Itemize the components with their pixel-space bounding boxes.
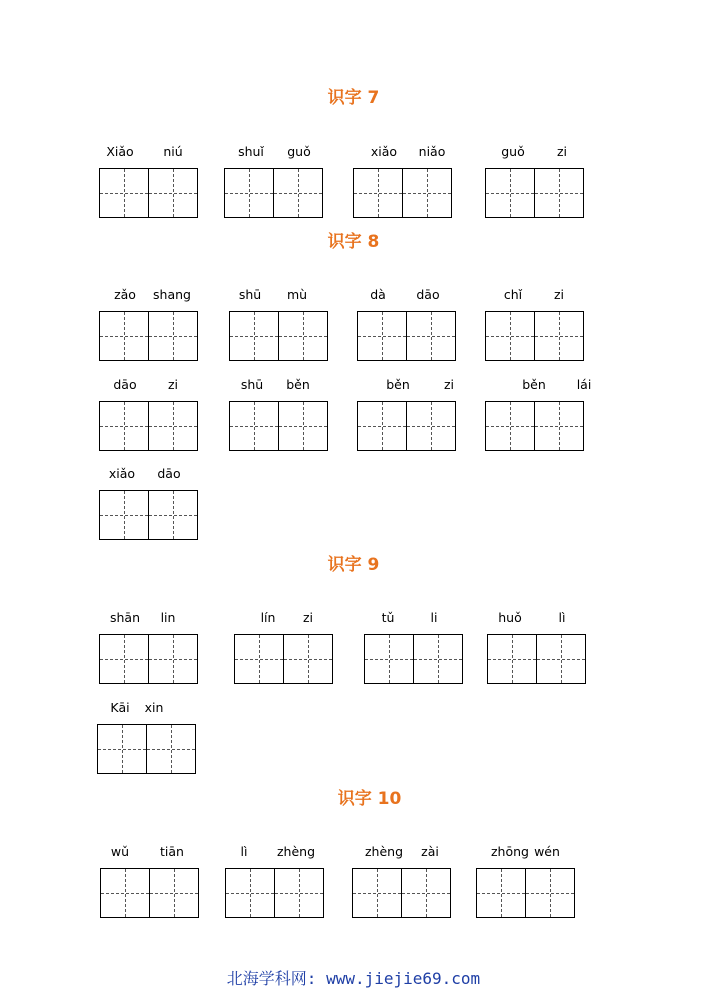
writing-box[interactable] — [278, 311, 328, 361]
writing-box[interactable] — [534, 401, 584, 451]
guide-line-horizontal — [354, 193, 402, 194]
guide-line-horizontal — [407, 336, 455, 337]
guide-line-horizontal — [100, 659, 148, 660]
writing-box[interactable] — [536, 634, 586, 684]
pinyin-syllable: lì — [558, 610, 566, 625]
guide-line-horizontal — [279, 336, 327, 337]
pinyin-syllable: lái — [576, 377, 592, 392]
writing-grid — [364, 634, 464, 684]
pinyin-syllable: dāo — [416, 287, 440, 302]
writing-box[interactable] — [406, 311, 456, 361]
pinyin-syllable: běn — [522, 377, 546, 392]
writing-box[interactable] — [485, 311, 535, 361]
writing-box[interactable] — [148, 634, 198, 684]
writing-box[interactable] — [224, 168, 274, 218]
writing-grid — [485, 168, 585, 218]
writing-box[interactable] — [274, 868, 324, 918]
guide-line-horizontal — [226, 893, 274, 894]
writing-grid — [485, 401, 585, 451]
word-item — [97, 700, 197, 772]
word-item — [224, 144, 324, 216]
word-item — [234, 610, 334, 682]
writing-box[interactable] — [99, 168, 149, 218]
pinyin-syllable: zi — [553, 287, 565, 302]
writing-box[interactable] — [476, 868, 526, 918]
pinyin-syllable: zhèng — [276, 844, 316, 859]
writing-box[interactable] — [525, 868, 575, 918]
writing-grid — [357, 311, 457, 361]
writing-grid — [485, 311, 585, 361]
writing-grid — [352, 868, 452, 918]
guide-line-horizontal — [526, 893, 574, 894]
guide-line-horizontal — [235, 659, 283, 660]
pinyin-syllable: zi — [302, 610, 314, 625]
guide-line-horizontal — [477, 893, 525, 894]
guide-line-horizontal — [150, 893, 198, 894]
writing-grid — [99, 490, 199, 540]
word-item — [485, 287, 585, 359]
word-item — [99, 610, 199, 682]
writing-box[interactable] — [357, 401, 407, 451]
guide-line-horizontal — [147, 749, 195, 750]
guide-line-horizontal — [230, 426, 278, 427]
section-title: 识字 8 — [327, 232, 380, 252]
writing-grid — [225, 868, 325, 918]
writing-box[interactable] — [406, 401, 456, 451]
pinyin-syllable: wǔ — [110, 844, 130, 859]
writing-box[interactable] — [273, 168, 323, 218]
guide-line-horizontal — [100, 336, 148, 337]
guide-line-horizontal — [535, 193, 583, 194]
guide-line-horizontal — [358, 426, 406, 427]
pinyin-syllable: chǐ — [503, 287, 523, 302]
pinyin-syllable: běn — [386, 377, 410, 392]
writing-grid — [476, 868, 576, 918]
pinyin-syllable: lín — [260, 610, 276, 625]
writing-box[interactable] — [99, 634, 149, 684]
pinyin-syllable: shang — [153, 287, 191, 302]
pinyin-syllable: xiǎo — [370, 144, 398, 159]
guide-line-horizontal — [149, 426, 197, 427]
writing-box[interactable] — [534, 168, 584, 218]
guide-line-horizontal — [230, 336, 278, 337]
footer-watermark: 北海学科网: www.jiejie69.com — [226, 969, 481, 988]
guide-line-horizontal — [488, 659, 536, 660]
writing-box[interactable] — [234, 634, 284, 684]
guide-line-horizontal — [98, 749, 146, 750]
word-item — [229, 377, 329, 449]
word-item — [100, 844, 200, 916]
writing-grid — [229, 401, 329, 451]
writing-grid — [99, 168, 199, 218]
writing-box[interactable] — [149, 868, 199, 918]
writing-box[interactable] — [99, 401, 149, 451]
writing-box[interactable] — [402, 168, 452, 218]
section-title: 识字 7 — [327, 88, 380, 108]
writing-box[interactable] — [413, 634, 463, 684]
word-item — [229, 287, 329, 359]
writing-box[interactable] — [283, 634, 333, 684]
writing-grid — [224, 168, 324, 218]
word-item — [476, 844, 576, 916]
pinyin-syllable: dāo — [113, 377, 137, 392]
writing-grid — [229, 311, 329, 361]
writing-grid — [99, 401, 199, 451]
pinyin-syllable: Kāi — [110, 700, 130, 715]
pinyin-syllable: lin — [160, 610, 176, 625]
pinyin-syllable: zi — [167, 377, 179, 392]
guide-line-horizontal — [486, 336, 534, 337]
word-item — [487, 610, 587, 682]
guide-line-horizontal — [149, 659, 197, 660]
word-item — [485, 377, 592, 449]
pinyin-syllable: shū — [238, 287, 262, 302]
writing-box[interactable] — [401, 868, 451, 918]
pinyin-syllable: zhèng — [364, 844, 404, 859]
writing-box[interactable] — [229, 311, 279, 361]
pinyin-syllable: zǎo — [114, 287, 136, 302]
guide-line-horizontal — [275, 893, 323, 894]
writing-box[interactable] — [148, 401, 198, 451]
pinyin-syllable: guǒ — [287, 144, 311, 159]
writing-box[interactable] — [99, 311, 149, 361]
guide-line-horizontal — [537, 659, 585, 660]
pinyin-syllable: dāo — [157, 466, 181, 481]
guide-line-horizontal — [279, 426, 327, 427]
writing-grid — [100, 868, 200, 918]
writing-box[interactable] — [148, 168, 198, 218]
writing-box[interactable] — [485, 168, 535, 218]
pinyin-syllable: běn — [286, 377, 310, 392]
guide-line-horizontal — [101, 893, 149, 894]
pinyin-syllable: dà — [370, 287, 386, 302]
pinyin-syllable: zài — [421, 844, 439, 859]
writing-grid — [99, 634, 199, 684]
writing-box[interactable] — [148, 311, 198, 361]
writing-box[interactable] — [364, 634, 414, 684]
pinyin-syllable: zhōng — [491, 844, 529, 859]
guide-line-horizontal — [403, 193, 451, 194]
writing-box[interactable] — [100, 868, 150, 918]
word-item — [352, 844, 452, 916]
guide-line-horizontal — [365, 659, 413, 660]
guide-line-horizontal — [358, 336, 406, 337]
section-title: 识字 9 — [327, 555, 380, 575]
writing-grid — [99, 311, 199, 361]
guide-line-horizontal — [414, 659, 462, 660]
writing-box[interactable] — [229, 401, 279, 451]
word-item — [357, 287, 457, 359]
word-item — [99, 287, 199, 359]
word-item — [99, 144, 199, 216]
pinyin-syllable: niǎo — [418, 144, 446, 159]
word-item — [364, 610, 464, 682]
pinyin-syllable: lì — [240, 844, 248, 859]
writing-box[interactable] — [487, 634, 537, 684]
writing-box[interactable] — [225, 868, 275, 918]
guide-line-horizontal — [535, 336, 583, 337]
guide-line-horizontal — [407, 426, 455, 427]
pinyin-syllable: shuǐ — [238, 144, 264, 159]
guide-line-horizontal — [486, 426, 534, 427]
pinyin-syllable: shū — [240, 377, 264, 392]
word-item — [99, 377, 199, 449]
guide-line-horizontal — [225, 193, 273, 194]
word-item — [485, 144, 585, 216]
word-item — [353, 144, 453, 216]
writing-grid — [234, 634, 334, 684]
pinyin-syllable: tǔ — [381, 610, 395, 625]
pinyin-syllable: wén — [534, 844, 560, 859]
writing-box[interactable] — [278, 401, 328, 451]
pinyin-syllable: mù — [286, 287, 308, 302]
pinyin-syllable: tiān — [160, 844, 184, 859]
writing-grid — [353, 168, 453, 218]
pinyin-syllable: zi — [556, 144, 568, 159]
guide-line-horizontal — [274, 193, 322, 194]
word-item — [99, 466, 199, 538]
writing-box[interactable] — [485, 401, 535, 451]
guide-line-horizontal — [149, 193, 197, 194]
writing-grid — [487, 634, 587, 684]
writing-box[interactable] — [148, 490, 198, 540]
writing-grid — [97, 724, 197, 774]
pinyin-syllable: Xiǎo — [106, 144, 134, 159]
guide-line-horizontal — [402, 893, 450, 894]
writing-box[interactable] — [357, 311, 407, 361]
writing-box[interactable] — [534, 311, 584, 361]
pinyin-syllable: zi — [443, 377, 455, 392]
guide-line-horizontal — [100, 193, 148, 194]
pinyin-syllable: li — [430, 610, 438, 625]
writing-grid — [357, 401, 457, 451]
writing-box[interactable] — [353, 168, 403, 218]
writing-box[interactable] — [352, 868, 402, 918]
guide-line-horizontal — [284, 659, 332, 660]
guide-line-horizontal — [535, 426, 583, 427]
section-title: 识字 10 — [337, 789, 402, 809]
pinyin-syllable: niú — [163, 144, 183, 159]
guide-line-horizontal — [100, 426, 148, 427]
guide-line-horizontal — [486, 193, 534, 194]
guide-line-horizontal — [100, 515, 148, 516]
guide-line-horizontal — [149, 515, 197, 516]
pinyin-syllable: xin — [144, 700, 164, 715]
pinyin-syllable: xiǎo — [108, 466, 136, 481]
pinyin-syllable: guǒ — [501, 144, 525, 159]
word-item — [357, 377, 457, 449]
guide-line-horizontal — [353, 893, 401, 894]
writing-box[interactable] — [146, 724, 196, 774]
writing-box[interactable] — [97, 724, 147, 774]
writing-box[interactable] — [99, 490, 149, 540]
pinyin-syllable: huǒ — [498, 610, 522, 625]
pinyin-syllable: shān — [109, 610, 141, 625]
guide-line-horizontal — [149, 336, 197, 337]
word-item — [225, 844, 325, 916]
